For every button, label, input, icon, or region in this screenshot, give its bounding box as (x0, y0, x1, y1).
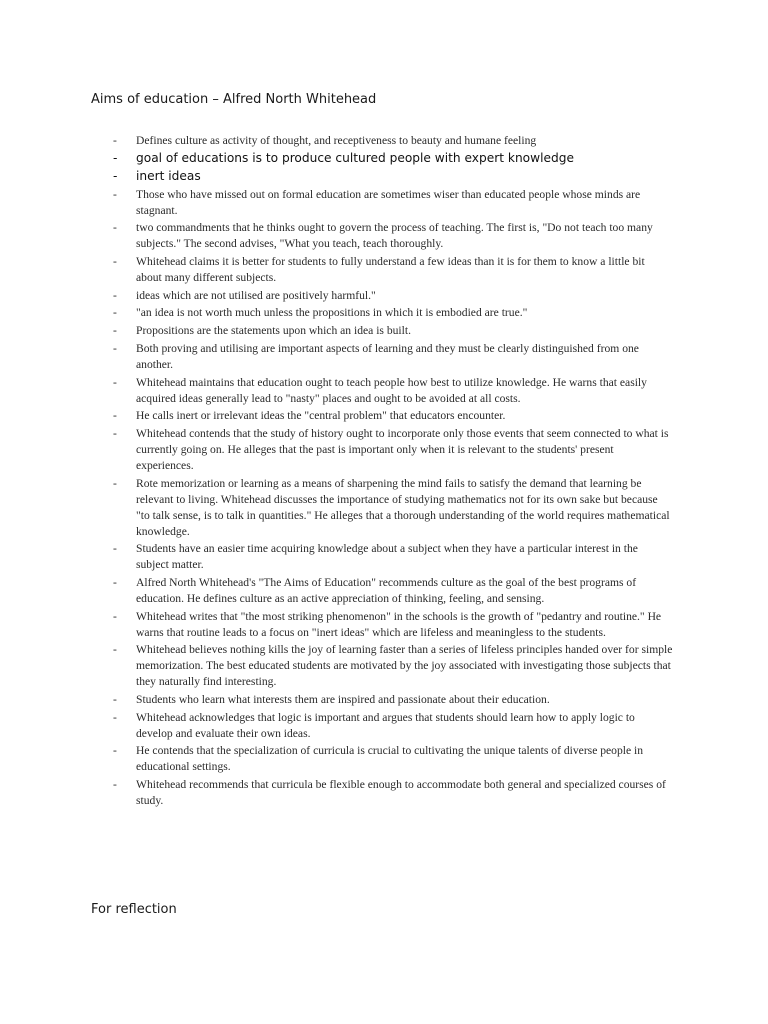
list-item-text: ideas which are not utilised are positively harmful." (136, 288, 376, 302)
bullet-dash: - (113, 341, 117, 355)
bullet-dash: - (113, 426, 117, 440)
bullet-dash: - (113, 169, 118, 183)
list-item (113, 288, 673, 304)
list-item (113, 476, 673, 540)
bullet-dash: - (113, 306, 117, 320)
bullet-dash: - (113, 476, 117, 490)
list-item (113, 541, 673, 573)
list-item (113, 710, 673, 742)
list-item (113, 743, 673, 775)
list-item-text: Students have an easier time acquiring knowledge about a subject when they have a particular interest in the subject matter. (136, 542, 638, 572)
list-item-text: Whitehead acknowledges that logic is important and argues that students should learn how to apply logic to develop and evaluate their own ideas. (136, 710, 635, 740)
list-item (113, 426, 673, 474)
list-item (113, 167, 673, 185)
bullet-dash: - (113, 288, 117, 302)
list-item (113, 187, 673, 219)
bullet-dash: - (113, 542, 117, 556)
list-item-text: Whitehead claims it is better for students to fully understand a few ideas than it is for them to know a little bit about many different subjects. (136, 255, 645, 285)
bullet-dash: - (113, 744, 117, 758)
list-item-text: Whitehead believes nothing kills the joy of learning faster than a series of lifeless principles handed over for simple memorization. The best educated students are motivated by the joy associated with investigating those subjects that they naturally find interesting. (136, 643, 673, 689)
list-item (113, 609, 673, 641)
list-item-text: He calls inert or irrelevant ideas the "central problem" that educators encounter. (136, 409, 506, 423)
reflection-heading: For reflection (91, 902, 177, 917)
list-item (113, 305, 673, 321)
list-item (113, 149, 673, 167)
list-item-text: "an idea is not worth much unless the propositions in which it is embodied are true." (136, 306, 528, 320)
list-item (113, 692, 673, 708)
bullet-dash: - (113, 375, 117, 389)
bullet-list (113, 133, 673, 809)
bullet-dash: - (113, 409, 117, 423)
bullet-dash: - (113, 643, 117, 657)
bullet-dash: - (113, 151, 118, 165)
bullet-dash: - (113, 221, 117, 235)
list-item-text: Alfred North Whitehead's "The Aims of Education" recommends culture as the goal of the best programs of education. He defines culture as an active appreciation of thinking, feeling, and sensing. (136, 575, 637, 605)
bullet-dash: - (113, 693, 117, 706)
list-item (113, 642, 673, 690)
list-item-text: Both proving and utilising are important aspects of learning and they must be clearly distinguished from one another. (136, 341, 639, 371)
list-item (113, 220, 673, 252)
bullet-dash: - (113, 324, 117, 338)
list-item (113, 575, 673, 607)
list-item-text: Whitehead writes that "the most striking phenomenon" in the schools is the growth of "pedantry and routine." He warns that routine leads to a focus on "inert ideas" which are lifeless and meaningless to the students. (136, 609, 662, 639)
list-item-text: Whitehead contends that the study of history ought to incorporate only those events that seem connected to what is currently going on. He alleges that the past is important only when it is relevant to the students' present experiences. (136, 426, 669, 472)
list-item (113, 375, 673, 407)
bullet-dash: - (113, 134, 117, 147)
list-item-text: He contends that the specialization of curricula is crucial to cultivating the unique talents of diverse people in educational settings. (136, 744, 644, 774)
list-item (113, 323, 673, 339)
list-item (113, 254, 673, 286)
list-item-text: Defines culture as activity of thought, and receptiveness to beauty and humane feeling (136, 134, 537, 147)
list-item (113, 341, 673, 373)
list-item-text: Students who learn what interests them are inspired and passionate about their education. (136, 693, 550, 706)
list-item-text: Rote memorization or learning as a means of sharpening the mind fails to satisfy the demand that learning be relevant to living. Whitehead discusses the importance of studying mathematics not for its own sake but because "to talk sense, is to talk in quantities." He alleges that a thorough understanding of the world requires mathematical knowledge. (136, 476, 670, 538)
list-item (113, 408, 673, 424)
list-item-text: Propositions are the statements upon which an idea is built. (136, 324, 411, 338)
list-item (113, 133, 673, 149)
bullet-dash: - (113, 710, 117, 724)
bullet-dash: - (113, 187, 117, 201)
list-item-text: goal of educations is to produce cultured people with expert knowledge (136, 151, 574, 165)
document-title: Aims of education – Alfred North Whitehead (91, 92, 377, 107)
list-item-text: Whitehead maintains that education ought to teach people how best to utilize knowledge. He warns that easily acquired ideas generally lead to "nasty" places and ought to be avoided at all costs. (136, 375, 647, 405)
list-item-text: Those who have missed out on formal education are sometimes wiser than educated people whose minds are stagnant. (136, 187, 641, 217)
list-item (113, 777, 673, 809)
list-item-text: two commandments that he thinks ought to govern the process of teaching. The first is, "Do not teach too many subjects." The second advises, "What you teach, teach thoroughly. (136, 221, 653, 251)
bullet-dash: - (113, 778, 117, 792)
bullet-dash: - (113, 575, 117, 589)
list-item-text: inert ideas (136, 169, 201, 183)
bullet-dash: - (113, 609, 117, 623)
bullet-dash: - (113, 255, 117, 269)
list-item-text: Whitehead recommends that curricula be flexible enough to accommodate both general and specialized courses of study. (136, 778, 666, 808)
